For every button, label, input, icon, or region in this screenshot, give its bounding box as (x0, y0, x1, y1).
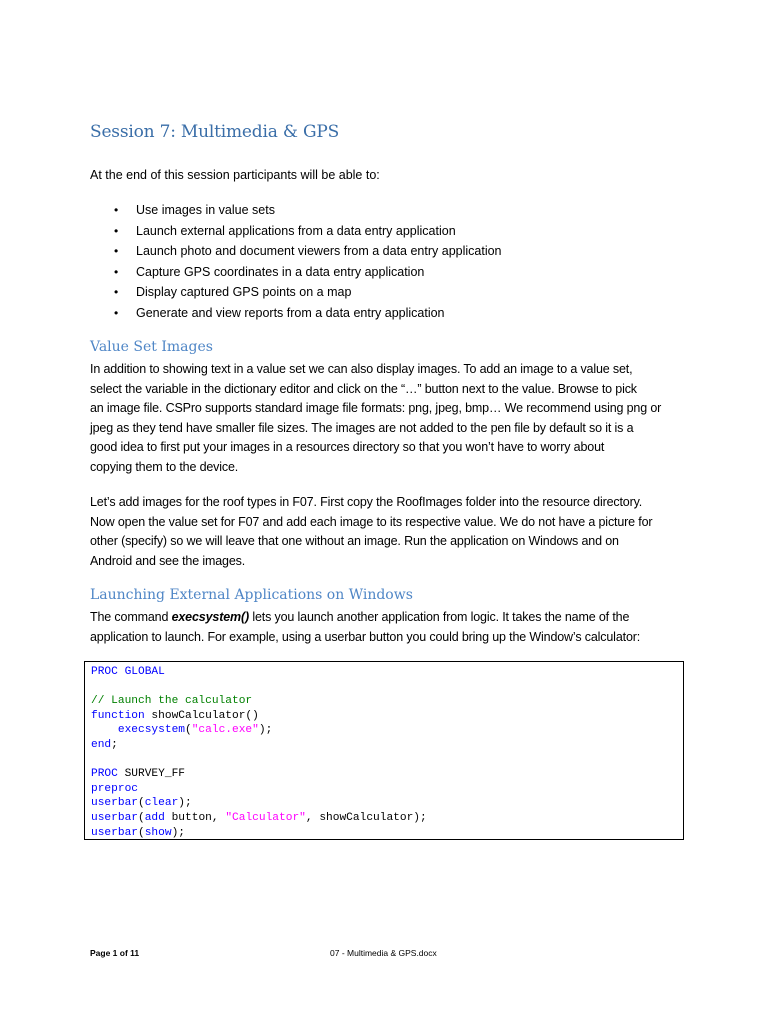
value-set-paragraph-2: Let’s add images for the roof types in F07. First copy the RoofImages folder into the resource directory. Now open the value set for F07 and add each image to its respective value. We do not have a picture for other (specify) so we will leave that one without an image. Run the application on Windows and on Android and see the images. (90, 495, 653, 568)
code-line: // Launch the calculator (91, 695, 253, 708)
code-line (91, 680, 683, 695)
bullet-icon: • (114, 305, 119, 320)
code-block (84, 661, 684, 840)
intro-text: At the end of this session participants will be able to: (90, 168, 380, 182)
list-item: • Display captured GPS points on a map (90, 282, 650, 303)
code-line: function showCalculator() (91, 709, 259, 722)
section-heading-value-set-images: Value Set Images (90, 339, 213, 355)
inline-command: execsystem() (171, 610, 249, 624)
bullet-icon: • (114, 244, 119, 259)
bullet-icon: • (114, 285, 119, 300)
value-set-paragraph-1: In addition to showing text in a value set we can also display images. To add an image to a value set, select the variable in the dictionary editor and click on the “…” button next to the value. Browse to pick an image file. CSPro supports standard image file formats: png, jpeg, bmp… We recommend using png or jpeg as they tend have smaller file sizes. The images are not added to the pen file by default so it is a good idea to first put your images in a resources directory so that you won’t have to worry about copying them to the device. (90, 362, 662, 474)
page-title: Session 7: Multimedia & GPS (90, 122, 340, 142)
code-line: end; (91, 738, 118, 751)
objectives-list (90, 200, 650, 324)
code-line: userbar(add button, "Calculator", showCalculator); (91, 811, 427, 824)
list-item: • Generate and view reports from a data entry application (90, 303, 650, 324)
code-line: preproc (91, 782, 138, 795)
code-line: execsystem("calc.exe"); (117, 724, 273, 737)
footer-page-number: Page 1 of 11 (90, 948, 140, 958)
bullet-icon: • (114, 223, 119, 238)
list-item: • Use images in value sets (90, 200, 650, 221)
execsystem-paragraph: The command execsystem() lets you launch another application from logic. It takes the name of the application to launch. For example, using a userbar button you could bring up the Window’s calculator: (90, 610, 641, 644)
list-item: • Launch photo and document viewers from a data entry application (90, 241, 650, 262)
code-line: userbar(clear); (91, 797, 192, 810)
code-line: PROC GLOBAL (91, 666, 165, 678)
code-line: userbar(show); (91, 826, 186, 839)
list-item: • Launch external applications from a data entry application (90, 221, 650, 242)
bullet-icon: • (114, 203, 119, 217)
bullet-icon: • (114, 264, 119, 279)
code-line: PROC SURVEY_FF (91, 768, 185, 781)
section-heading-launching-external: Launching External Applications on Windows (90, 587, 413, 603)
code-line (91, 753, 683, 768)
footer-filename: 07 - Multimedia & GPS.docx (330, 948, 437, 958)
list-item: • Capture GPS coordinates in a data entry application (90, 262, 650, 283)
